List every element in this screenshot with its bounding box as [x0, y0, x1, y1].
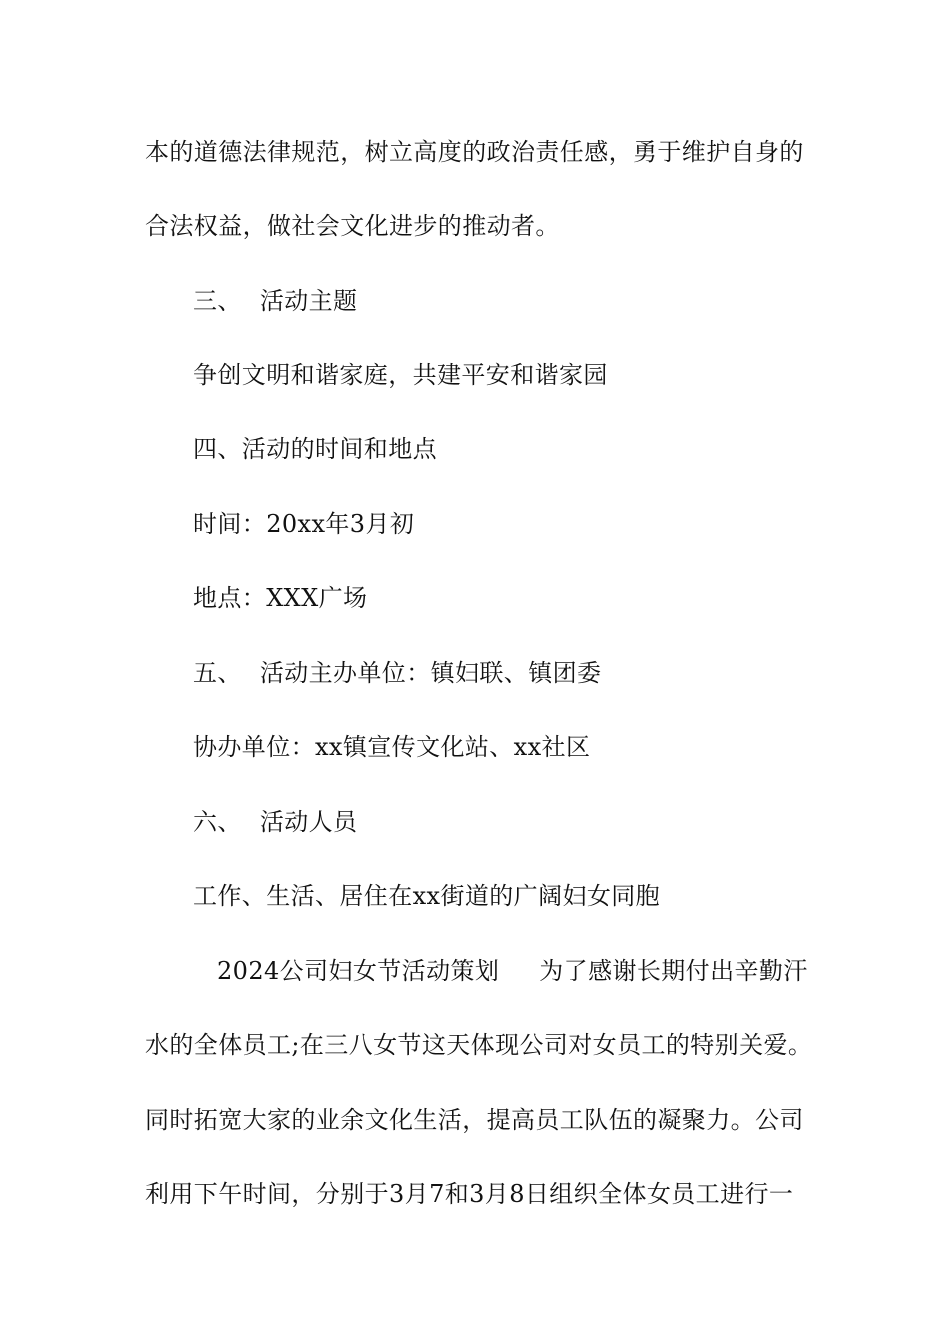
section-number: 五、: [193, 659, 242, 687]
activity-time: 时间：20xx年3月初: [193, 510, 415, 538]
co-organizer: 协办单位：xx镇宣传文化站、xx社区: [193, 733, 591, 761]
section-title: 活动人员: [259, 808, 358, 836]
activity-location: 地点：XXX广场: [193, 584, 368, 612]
paragraph-line: 合法权益，做社会文化进步的推动者。: [145, 212, 560, 240]
participants: 工作、生活、居住在xx街道的广阔妇女同胞: [193, 882, 661, 910]
section-heading-3: [193, 286, 858, 316]
section-number: 六、: [193, 808, 242, 836]
plan-title: 2024公司妇女节活动策划: [217, 957, 500, 985]
section-heading-5: [193, 658, 858, 688]
plan-heading-line: [217, 956, 882, 986]
paragraph-line: 本的道德法律规范，树立高度的政治责任感，勇于维护自身的: [145, 138, 804, 166]
section-heading-6: [193, 807, 858, 837]
section-title: 活动主题: [259, 287, 358, 315]
plan-intro: 为了感谢长期付出辛勤汗: [539, 957, 808, 985]
paragraph-line: 水的全体员工;在三八女节这天体现公司对女员工的特别关爱。: [145, 1031, 813, 1059]
paragraph-line: 同时拓宽大家的业余文化生活，提高员工队伍的凝聚力。公司: [145, 1106, 804, 1134]
section-heading-4: 四、活动的时间和地点: [193, 435, 437, 463]
activity-theme: 争创文明和谐家庭，共建平安和谐家园: [193, 361, 608, 389]
section-number: 三、: [193, 287, 242, 315]
section-title: 活动主办单位：镇妇联、镇团委: [259, 659, 602, 687]
paragraph-line: 利用下午时间，分别于3月7和3月8日组织全体女员工进行一: [145, 1180, 794, 1208]
